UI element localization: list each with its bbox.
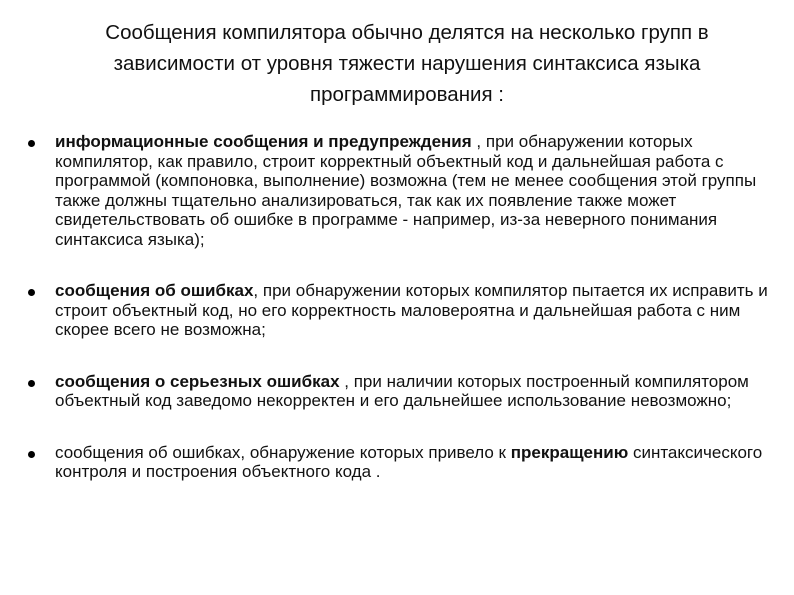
slide-title [40,17,774,110]
title-line-1: Сообщения компилятора обычно делятся на несколько групп в [105,21,709,44]
title-line-2: зависимости от уровня тяжести нарушения синтаксиса языка [113,52,701,75]
item-text: , при обнаружении которых компилятор пытается их исправить и строит объектный код, но его корректность маловероятна и дальнейшая работа с ним скорее всего не возможна; [55,281,768,339]
item-heading: информационные сообщения и предупреждения [55,132,472,151]
bullet-dot-icon [28,140,35,147]
compiler-message-list [28,132,768,482]
list-item-info-warnings [28,132,768,249]
bullet-dot-icon [28,380,35,387]
bullet-dot-icon [28,451,35,458]
list-item-serious-errors [28,372,768,411]
item-text-before: сообщения об ошибках, обнаружение которых привело к [55,442,511,462]
item-heading: сообщения о серьезных ошибках [55,371,340,391]
item-emphasis: прекращению [510,442,629,462]
title-line-3: программирования : [310,83,504,106]
item-heading: сообщения об ошибках [55,281,254,300]
item-text: , при наличии которых построенный компилятором объектный код заведомо некорректен и его дальнейшее использование невозможно; [55,371,749,410]
bullet-dot-icon [28,289,35,296]
item-text-after: синтаксического контроля и построения объектного кода . [55,442,763,481]
item-text: , при обнаружении которых компилятор, как правило, строит корректный объектный код и дальнейшая работа с программой (компоновка, выполнение) возможна (тем не менее сообщения этой группы также должны тщательно анализироваться, так как их появление также может свидетельствовать об ошибке в программе - например, из-за неверного понимания синтаксиса языка); [55,132,757,249]
list-item-fatal-errors [28,443,768,482]
list-item-errors [28,281,768,340]
